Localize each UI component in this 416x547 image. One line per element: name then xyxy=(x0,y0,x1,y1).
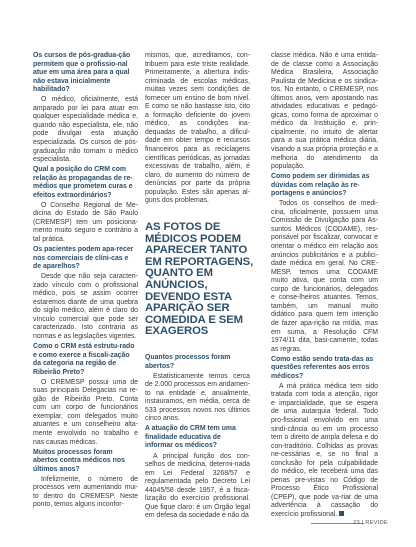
question-heading: Os cursos de pós-gradua-ção permitem que o profissio-nal atue em uma área para a qual não estava inicialmente habilitado? xyxy=(33,52,131,94)
page-footer xyxy=(0,519,416,531)
answer-paragraph: O CREMESP possui uma de suas principais Delegacias na re-gião de Ribeirão Preto. Conta com um corpo de funcionários exemplar, com delegados muito atuantes e um conselheiro alta-mente envolvido no trabalho e nas causas médicas. xyxy=(33,378,138,446)
question-heading: Qual a posição do CRM com relação às propagandas de re-médios que prometem curas e efeitos extraordinários? xyxy=(33,166,133,199)
answer-paragraph: Todos os conselhos de medi-cina, oficialmente, possuem uma Comissão de Divulgação para As-suntos Médicos (CODAME), res-ponsável por fiscalizar, convocar e orientar o médico em relação aos anúncios publicitários e a publici-dade médica em geral. No CRE-MESP, temos uma CODAME muito ativa, que conta com um corpo de funcionários, delegados e conse-lheiros atuantes. Temos, também, um manual muito didático para quem tem intenção de fazer apa-rição na mídia, mas em suma, a Resolução CFM 1974/11 dita, basi-camente, todas as regras. xyxy=(271,200,378,353)
question-heading: Como podem ser dirimidas as dúvidas com relação às re-portagens e anúncios? xyxy=(271,173,370,198)
column-3 xyxy=(271,52,378,521)
answer-paragraph: Estatisticamente temos cerca de 2.000 processos em andamen-to na entidade e, anualmente, instauramos, em média, cerca de 533 processos novos nos últimos cinco anos. xyxy=(145,372,250,423)
answer-paragraph: classe médica. Não é uma entida-de de classe como a Associação Médica Brasileira, Associação Paulista de Medicina e os sindica-tos. No entanto, o CREMESP, nos últimos anos, vem apostando nas atividades educativas e pedagó-gicas, como forma de aproximar o médico da Instituição e, prin-cipalmente, no intuito de alertar para a sua prática médica diária, visando a sua própria proteção e a melhoria do atendimento da população. xyxy=(271,52,378,171)
footer-folio xyxy=(353,519,388,527)
answer-paragraph: Infelizmente, o número de processos vem aumentando mui-to dentro do CREMESP. Neste ponto, temos alguns inconfor- xyxy=(33,475,138,509)
question-heading: Os pacientes podem apa-recer nos comerciais de clíni-cas e de aparelhos? xyxy=(33,246,134,271)
answer-paragraph: mismos, que, acreditamos, con-tribuem para este triste realidade. Primeiramente, a abertura indis-criminada de escolas médicas, muitas vezes sem condições de fornecer um ensino de bom nível. E como se não bastasse isto, cito a formação deficiente do jovem médico, as condições ina-dequadas de trabalho, a dificul-dade em obter tempo e recursos financeiros para as reciclagens científicas periódicas, as jornadas excessivas de trabalho, além, é claro, do aumento do número de denúncias por parte da própria população. Estes são apenas al-guns dos problemas. xyxy=(145,52,250,205)
column-1 xyxy=(33,52,138,511)
end-of-article-mark xyxy=(339,511,344,516)
pull-quote: AS FOTOS DE MÉDICOS PODEM APARECER TANTO EM REPORTAGENS, QUANTO EM ANÚNCIOS, DEVENDO ESTA APARIÇÃO SER COMEDIDA E SEM EXAGEROS xyxy=(145,221,254,338)
question-heading: Como estão sendo trata-das as questões referentes aos erros médicos? xyxy=(271,355,374,380)
footer-separator: | xyxy=(361,520,364,526)
page-number: 23 xyxy=(353,520,360,526)
answer-paragraph: A má prática médica tem sido tratada com toda a atenção, rigor e imparcialidade, que se espera de uma autarquia federal. Todo pro-fissional envolvido em uma sindi-cância ou em um processo tem o direito de ampla defesa e do con-traditório. Colhidas as provas ne-cessárias e, se no final a conclusão for pela culpabilidade do médico, ele receberá uma das penas pre-vistas no Código de Processo Ético Profissional (CPEP), que pode va-riar de uma advertência à cassação do exercício profissional. xyxy=(271,382,378,518)
question-heading: A atuação do CRM tem uma finalidade educativa de informar os médicos? xyxy=(145,425,236,450)
answer-paragraph: O Conselho Regional de Me-dicina do Estado de São Paulo (CREMESP) tem um posiciona-mento muito seguro e contrário a tal prática. xyxy=(33,201,138,243)
column-2-top xyxy=(145,52,250,207)
answer-paragraph: Desde que não seja caracteri-zado vínculo com o profissional médico, pois se assim ocorrer estaremos diante de uma quebra do sigilo médico, além é claro do vínculo comercial que pode ser caracterizado. Isto contraria as normas e as legislações vigentes. xyxy=(33,273,138,340)
answer-paragraph: O médico, oficialmente, está amparado por lei para atuar em qualquer especialidade médica e, quando não especialista, ele, não pode divulgar esta atuação especializada. Os cursos de pós-graduação não tornam o médico especialista. xyxy=(33,96,138,164)
column-2-bottom xyxy=(145,354,250,522)
answer-paragraph: A principal função dos con-selhos de medicina, determi-nada em Lei Federal 3268/57 e regulamentada pelo Decreto Lei 44045/58 desde 1957, é a fisca-lização do exercício profissional. Que fique claro: é um Órgão legal em defesa da sociedade e não da xyxy=(145,452,250,520)
question-heading: Como o CRM está estrutu-rado e como exerce a fiscali-zação da categoria na região de Ribeirão Preto? xyxy=(33,343,135,376)
question-heading: Quantos processos foram abertos? xyxy=(145,354,231,370)
question-heading: Muitos processos foram abertos contra médicos nos últimos anos? xyxy=(33,448,125,473)
magazine-name: REVIDE xyxy=(365,520,388,526)
